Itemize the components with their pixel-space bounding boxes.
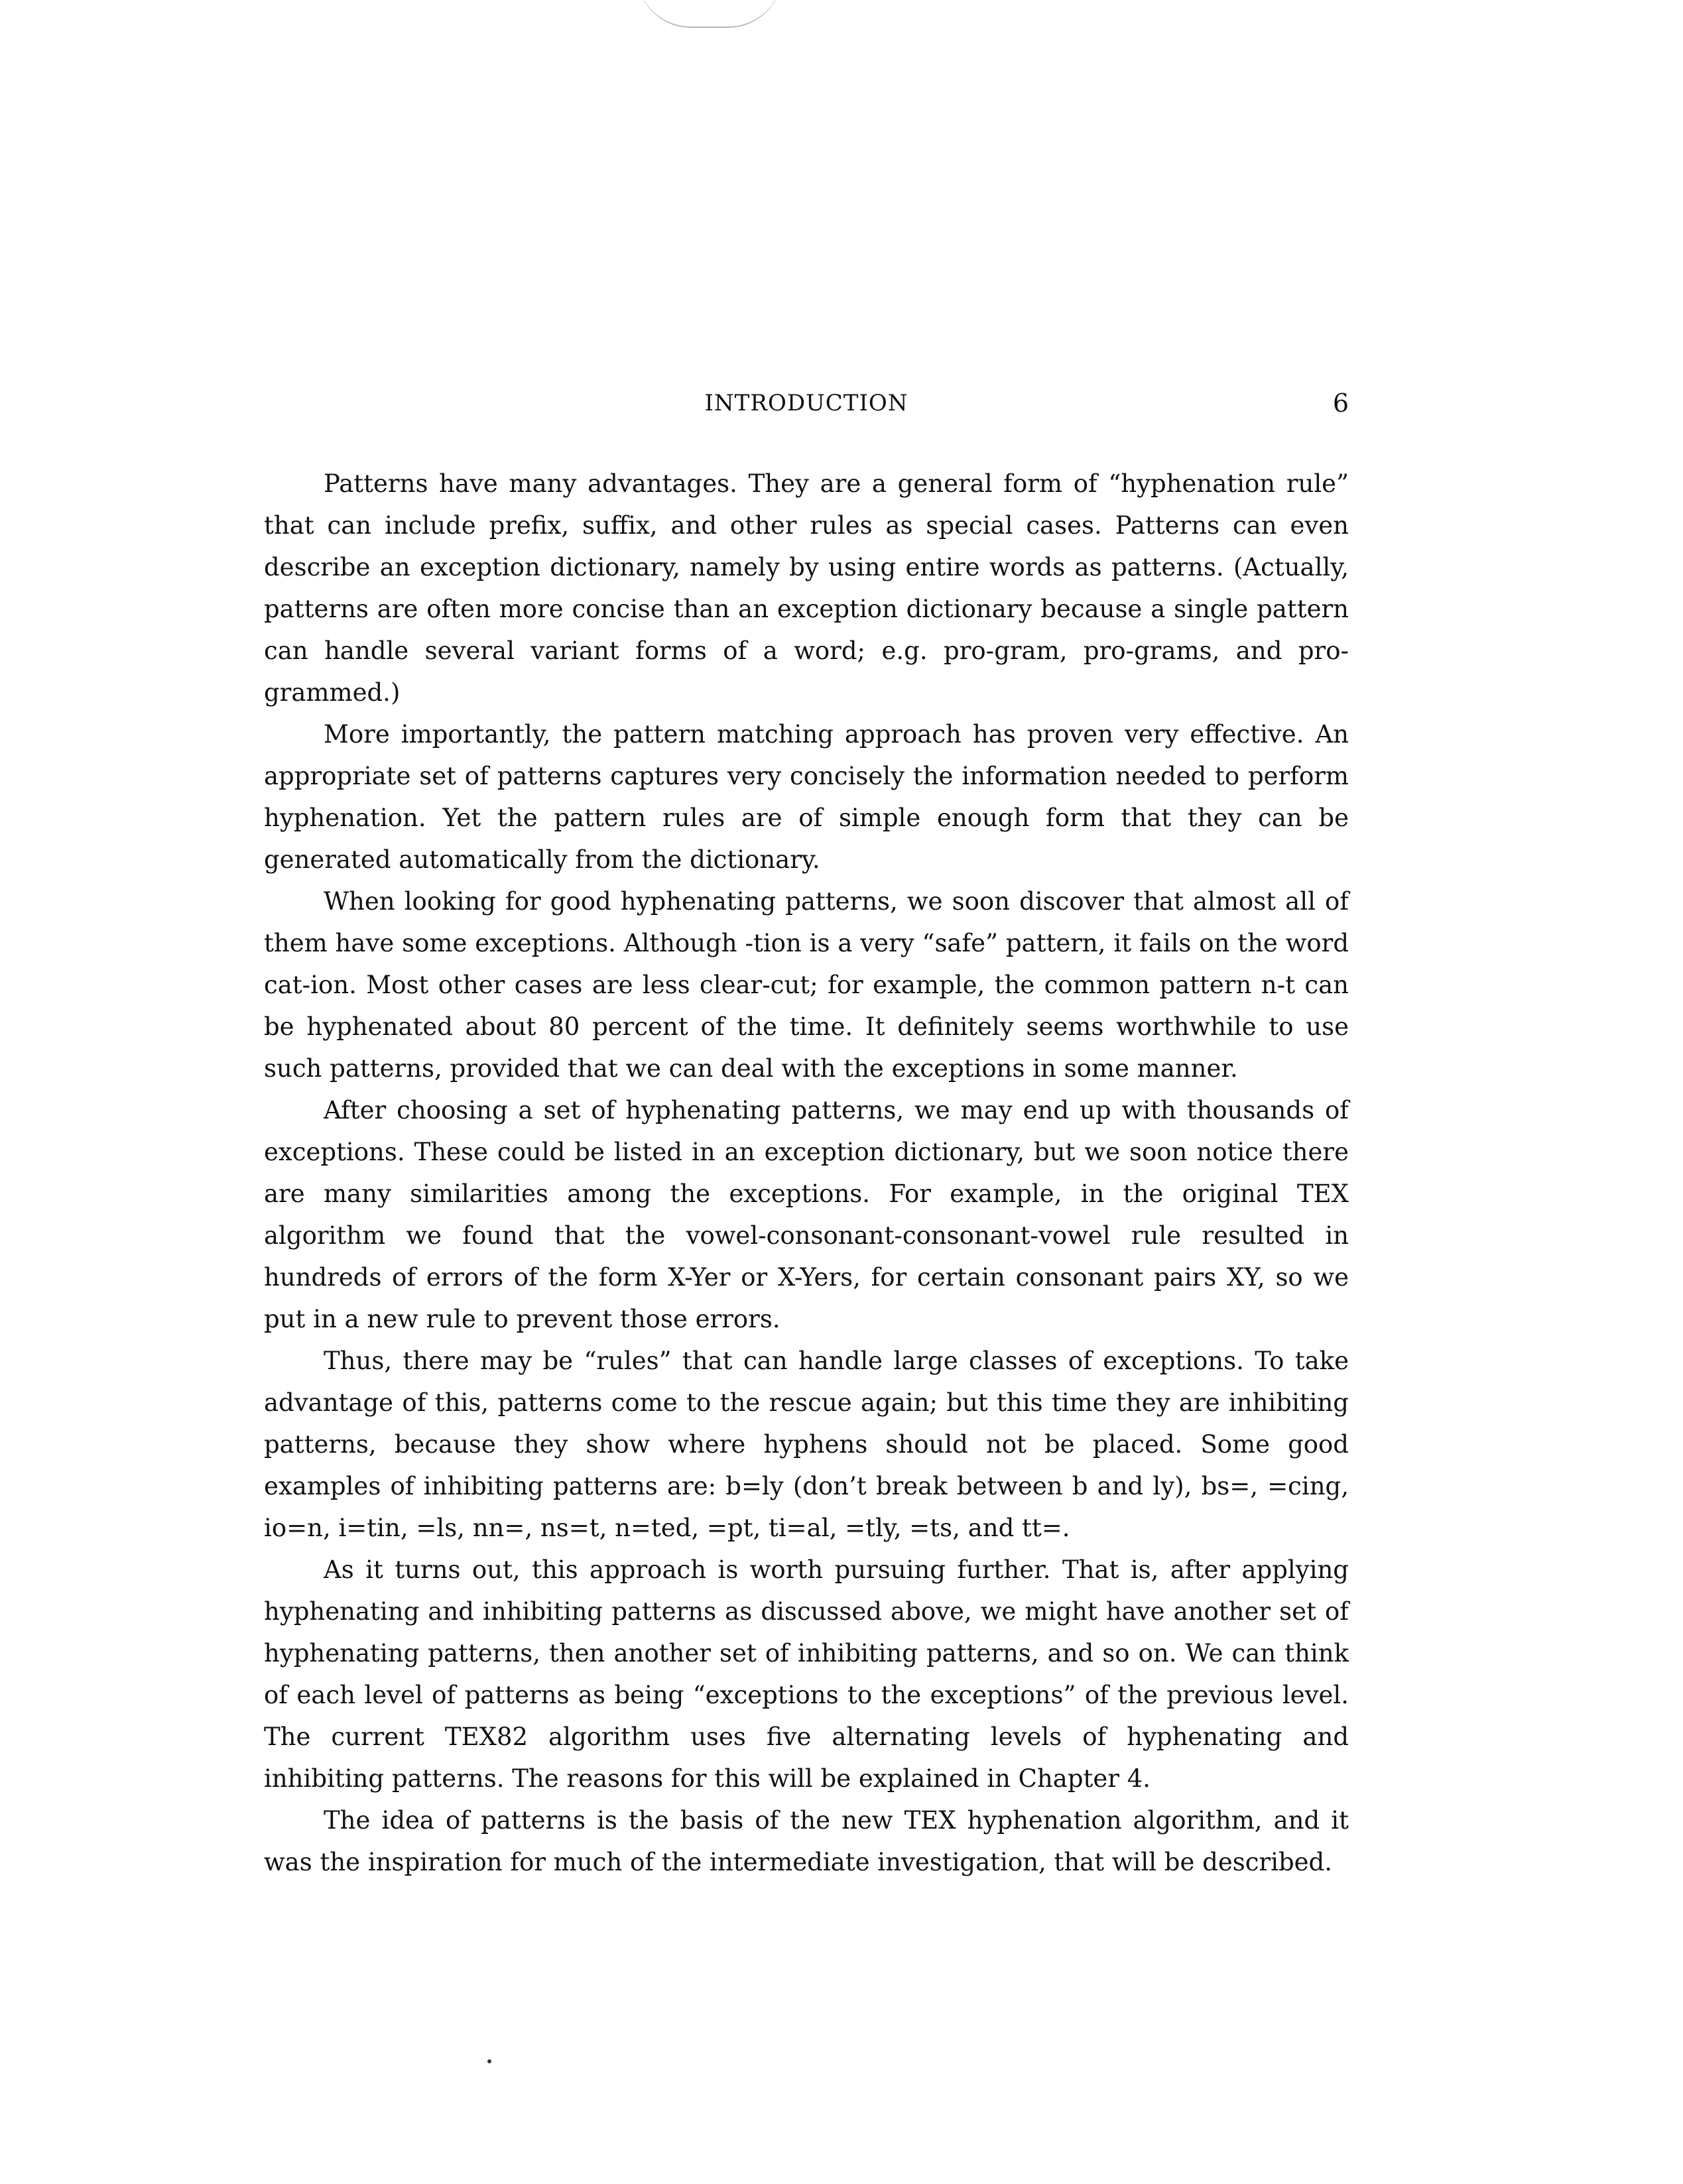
running-head: [264, 385, 1349, 424]
scan-artifact: [637, 0, 782, 28]
paragraph: More importantly, the pattern matching approach has proven very effective. An appropriate set of patterns captures very concisely the information needed to perform hyphenation. Yet the pattern rules are of simple enough form that they can be generated automatically from the dictionary.: [264, 720, 1349, 874]
scan-speck: [487, 2059, 491, 2063]
body-text: [264, 463, 1349, 1883]
paragraph: Patterns have many advantages. They are a general form of “hyphenation rule” that can include prefix, suffix, and other rules as special cases. Patterns can even describe an exception dictionary, namely by using entire words as patterns. (Actually, patterns are often more concise than an exception dictionary because a single pattern can handle several variant forms of a word; e.g. pro-gram, pro-grams, and pro-grammed.): [264, 469, 1349, 707]
paragraph: When looking for good hyphenating patterns, we soon discover that almost all of them have some exceptions. Although -tion is a very “safe” pattern, it fails on the word cat-ion. Most other cases are less clear-cut; for example, the common pattern n-t can be hyphenated about 80 percent of the time. It definitely seems worthwhile to use such patterns, provided that we can deal with the exceptions in some manner.: [264, 887, 1349, 1083]
running-title: INTRODUCTION: [704, 390, 908, 416]
document-page: [264, 385, 1349, 1883]
paragraph: Thus, there may be “rules” that can handle large classes of exceptions. To take advantage of this, patterns come to the rescue again; but this time they are inhibiting patterns, because they show where hyphens should not be placed. Some good examples of inhibiting patterns are: b=ly (don’t break between b and ly), bs=, =cing, io=n, i=tin, =ls, nn=, ns=t, n=ted, =pt, ti=al, =tly, =ts, and tt=.: [264, 1347, 1349, 1542]
paragraph: As it turns out, this approach is worth pursuing further. That is, after applying hyphenating and inhibiting patterns as discussed above, we might have another set of hyphenating patterns, then another set of inhibiting patterns, and so on. We can think of each level of patterns as being “exceptions to the exceptions” of the previous level. The current TEX82 algorithm uses five alternating levels of hyphenating and inhibiting patterns. The reasons for this will be explained in Chapter 4.: [264, 1555, 1349, 1793]
paragraph: The idea of patterns is the basis of the new TEX hyphenation algorithm, and it was the inspiration for much of the intermediate investigation, that will be described.: [264, 1806, 1349, 1876]
page-number: 6: [1332, 389, 1349, 418]
paragraph: After choosing a set of hyphenating patterns, we may end up with thousands of exceptions. These could be listed in an exception dictionary, but we soon notice there are many similarities among the exceptions. For example, in the original TEX algorithm we found that the vowel-consonant-consonant-vowel rule resulted in hundreds of errors of the form X-Yer or X-Yers, for certain consonant pairs XY, so we put in a new rule to prevent those errors.: [264, 1096, 1349, 1333]
